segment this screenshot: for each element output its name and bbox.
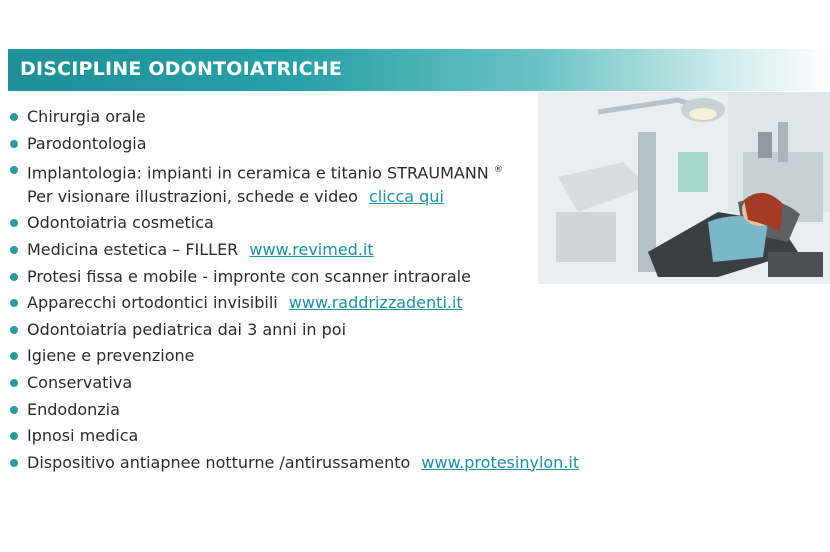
bullet-icon xyxy=(10,166,18,174)
raddrizzadenti-link[interactable]: www.raddrizzadenti.it xyxy=(288,293,463,313)
bullet-icon xyxy=(10,273,18,281)
item-text: Odontoiatria cosmetica xyxy=(27,213,214,233)
list-item-medicina-estetica xyxy=(10,237,579,264)
item-text: Per visionare illustrazioni, schede e video xyxy=(27,186,358,206)
list-item-apparecchi xyxy=(10,290,579,317)
item-text: Ipnosi medica xyxy=(27,426,139,446)
disciplines-list xyxy=(10,104,579,476)
bullet-icon xyxy=(10,459,18,467)
item-text: Medicina estetica – FILLER xyxy=(27,239,239,259)
bullet-icon xyxy=(10,299,18,307)
item-text: Igiene e prevenzione xyxy=(27,346,195,366)
item-text: Chirurgia orale xyxy=(27,107,146,126)
dental-clinic-photo xyxy=(538,92,830,284)
list-item-endodonzia xyxy=(10,397,579,424)
list-item-cosmetica xyxy=(10,210,579,237)
item-text: Odontoiatria pediatrica dai 3 anni in poi xyxy=(27,319,347,339)
bullet-icon xyxy=(10,219,18,227)
item-text: Conservativa xyxy=(27,372,133,392)
list-item-protesi xyxy=(10,264,579,291)
section-title: DISCIPLINE ODONTOIATRICHE xyxy=(20,58,343,80)
list-item-pediatrica xyxy=(10,317,579,344)
dental-chair-illustration xyxy=(538,92,830,284)
list-item-continuation xyxy=(10,184,579,211)
bullet-icon xyxy=(10,140,18,148)
section-header xyxy=(8,49,830,91)
item-text: Protesi fissa e mobile - impronte con scanner intraorale xyxy=(27,266,471,286)
bullet-icon xyxy=(10,406,18,414)
item-text: Dispositivo antiapnee notturne /antirussamento xyxy=(27,452,411,472)
item-text: Parodontologia xyxy=(27,133,147,153)
protesinylon-link[interactable]: www.protesinylon.it xyxy=(421,452,580,472)
bullet-icon xyxy=(10,326,18,334)
item-text: Apparecchi ortodontici invisibili xyxy=(27,293,278,313)
bullet-icon xyxy=(10,379,18,387)
list-item-parodontologia xyxy=(10,131,579,158)
bullet-icon xyxy=(10,352,18,360)
list-item-igiene xyxy=(10,343,579,370)
bullet-icon xyxy=(10,113,18,121)
list-item-implantologia xyxy=(10,157,579,184)
list-item-antiapnee xyxy=(10,450,579,477)
list-item-ipnosi xyxy=(10,423,579,450)
list-item-chirurgia xyxy=(10,104,579,131)
revimed-link[interactable]: www.revimed.it xyxy=(249,239,374,259)
registered-mark: ® xyxy=(493,165,503,176)
item-text: Implantologia: impianti in ceramica e titanio STRAUMANN xyxy=(27,163,489,183)
bullet-icon xyxy=(10,246,18,254)
bullet-icon xyxy=(10,432,18,440)
list-item-conservativa xyxy=(10,370,579,397)
clicca-qui-link[interactable]: clicca qui xyxy=(368,186,444,206)
item-text: Endodonzia xyxy=(27,399,120,419)
